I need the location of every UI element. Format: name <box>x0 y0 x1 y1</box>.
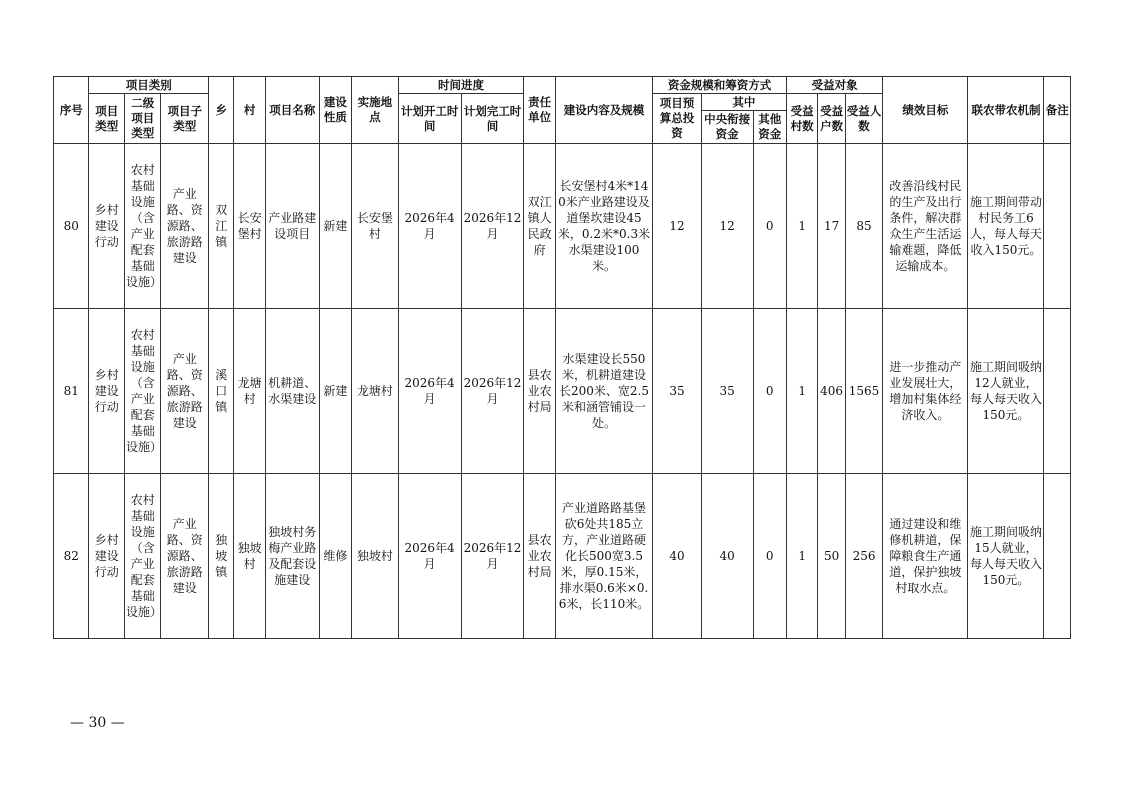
cell-people: 85 <box>845 144 883 309</box>
cell-seq: 82 <box>54 474 89 639</box>
header-of-which: 其中 <box>701 94 786 111</box>
cell-content: 水渠建设长550米，机耕道建设长200米、宽2.5米和涵管铺设一处。 <box>555 309 652 474</box>
cell-remark <box>1044 309 1071 474</box>
cell-responsible: 县农业农村局 <box>524 309 555 474</box>
cell-village: 长安堡村 <box>234 144 265 309</box>
header-funding: 资金规模和筹资方式 <box>653 77 787 94</box>
header-content: 建设内容及规模 <box>555 77 652 144</box>
header-start: 计划开工时间 <box>398 94 461 144</box>
cell-township: 独坡镇 <box>209 474 234 639</box>
cell-start: 2026年4月 <box>398 474 461 639</box>
cell-start: 2026年4月 <box>398 144 461 309</box>
cell-central: 40 <box>701 474 753 639</box>
cell-type: 乡村建设行动 <box>89 144 124 309</box>
cell-budget: 35 <box>653 309 702 474</box>
header-location: 实施地点 <box>352 77 399 144</box>
header-township: 乡 <box>209 77 234 144</box>
header-project-category: 项目类别 <box>89 77 209 94</box>
cell-villages: 1 <box>786 309 817 474</box>
cell-mechanism: 施工期间吸纳15人就业，每人每天收入150元。 <box>968 474 1044 639</box>
cell-budget: 12 <box>653 144 702 309</box>
cell-villages: 1 <box>786 144 817 309</box>
header-sub-type: 项目子类型 <box>161 94 209 144</box>
cell-goal: 改善沿线村民的生产及出行条件，解决群众生产生活运输难题，降低运输成本。 <box>883 144 968 309</box>
cell-households: 406 <box>818 309 845 474</box>
header-seq: 序号 <box>54 77 89 144</box>
cell-name: 机耕道、水渠建设 <box>265 309 319 474</box>
header-project-name: 项目名称 <box>265 77 319 144</box>
cell-villages: 1 <box>786 474 817 639</box>
cell-seq: 80 <box>54 144 89 309</box>
cell-secondary: 农村基础设施（含产业配套基础设施） <box>124 474 161 639</box>
cell-central: 35 <box>701 309 753 474</box>
cell-nature: 新建 <box>319 309 351 474</box>
header-village: 村 <box>234 77 265 144</box>
header-responsible: 责任单位 <box>524 77 555 144</box>
table-row <box>54 144 1071 309</box>
header-budget: 项目预算总投资 <box>653 94 702 144</box>
cell-mechanism: 施工期间吸纳12人就业，每人每天收入150元。 <box>968 309 1044 474</box>
cell-sub: 产业路、资源路、旅游路建设 <box>161 144 209 309</box>
cell-people: 256 <box>845 474 883 639</box>
header-other: 其他资金 <box>753 111 786 144</box>
header-end: 计划完工时间 <box>461 94 524 144</box>
page-number: — 30 — <box>70 715 125 731</box>
cell-type: 乡村建设行动 <box>89 309 124 474</box>
cell-goal: 进一步推动产业发展壮大，增加村集体经济收入。 <box>883 309 968 474</box>
project-table <box>53 76 1071 639</box>
cell-nature: 维修 <box>319 474 351 639</box>
cell-people: 1565 <box>845 309 883 474</box>
table-row <box>54 474 1071 639</box>
cell-other: 0 <box>753 309 786 474</box>
cell-end: 2026年12月 <box>461 309 524 474</box>
header-schedule: 时间进度 <box>398 77 524 94</box>
table-row <box>54 309 1071 474</box>
header-mechanism: 联农带农机制 <box>968 77 1044 144</box>
cell-seq: 81 <box>54 309 89 474</box>
header-households: 受益户数 <box>818 94 845 144</box>
cell-village: 独坡村 <box>234 474 265 639</box>
cell-name: 独坡村务梅产业路及配套设施建设 <box>265 474 319 639</box>
cell-remark <box>1044 144 1071 309</box>
header-remark: 备注 <box>1044 77 1071 144</box>
header-nature: 建设性质 <box>319 77 351 144</box>
cell-end: 2026年12月 <box>461 144 524 309</box>
cell-remark <box>1044 474 1071 639</box>
cell-sub: 产业路、资源路、旅游路建设 <box>161 309 209 474</box>
cell-secondary: 农村基础设施（含产业配套基础设施） <box>124 144 161 309</box>
header-villages: 受益村数 <box>786 94 817 144</box>
cell-secondary: 农村基础设施（含产业配套基础设施） <box>124 309 161 474</box>
cell-content: 长安堡村4米*140米产业路建设及道堡坎建设45米，0.2米*0.3米水渠建设100米。 <box>555 144 652 309</box>
cell-township: 双江镇 <box>209 144 234 309</box>
cell-responsible: 县农业农村局 <box>524 474 555 639</box>
cell-other: 0 <box>753 144 786 309</box>
header-central: 中央衔接资金 <box>701 111 753 144</box>
cell-budget: 40 <box>653 474 702 639</box>
cell-township: 溪口镇 <box>209 309 234 474</box>
cell-nature: 新建 <box>319 144 351 309</box>
cell-location: 长安堡村 <box>352 144 399 309</box>
cell-type: 乡村建设行动 <box>89 474 124 639</box>
cell-end: 2026年12月 <box>461 474 524 639</box>
header-project-type: 项目类型 <box>89 94 124 144</box>
header-beneficiaries: 受益对象 <box>786 77 882 94</box>
cell-goal: 通过建设和维修机耕道，保障粮食生产通道，保护独坡村取水点。 <box>883 474 968 639</box>
header-secondary-type: 二级项目类型 <box>124 94 161 144</box>
cell-village: 龙塘村 <box>234 309 265 474</box>
cell-location: 独坡村 <box>352 474 399 639</box>
cell-mechanism: 施工期间带动村民务工6人，每人每天收入150元。 <box>968 144 1044 309</box>
cell-content: 产业道路路基堡砍6处共185立方，产业道路硬化长500宽3.5米，厚0.15米，排水渠0.6米×0.6米，长110米。 <box>555 474 652 639</box>
cell-sub: 产业路、资源路、旅游路建设 <box>161 474 209 639</box>
cell-central: 12 <box>701 144 753 309</box>
cell-households: 50 <box>818 474 845 639</box>
cell-start: 2026年4月 <box>398 309 461 474</box>
cell-households: 17 <box>818 144 845 309</box>
cell-other: 0 <box>753 474 786 639</box>
cell-name: 产业路建设项目 <box>265 144 319 309</box>
header-people: 受益人数 <box>845 94 883 144</box>
header-goal: 绩效目标 <box>883 77 968 144</box>
cell-responsible: 双江镇人民政府 <box>524 144 555 309</box>
cell-location: 龙塘村 <box>352 309 399 474</box>
